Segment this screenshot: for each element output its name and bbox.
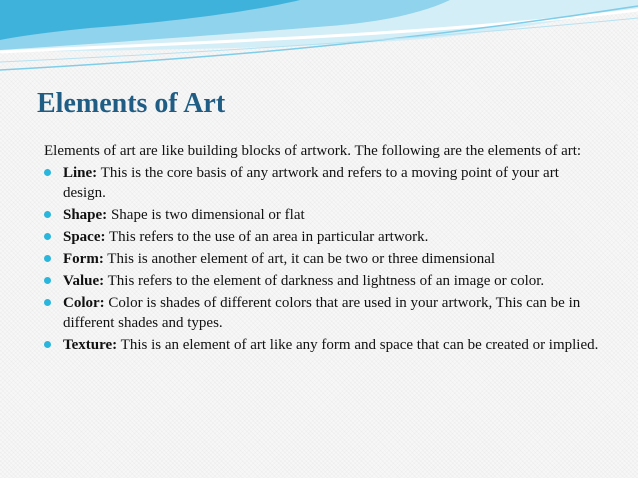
term-label: Form: bbox=[63, 251, 104, 267]
intro-paragraph: Elements of art are like building blocks of artwork. The following are the elements of art: bbox=[44, 143, 582, 159]
term-description: This refers to the element of darkness and lightness of an image or color. bbox=[107, 273, 545, 289]
list-item-space bbox=[44, 227, 604, 247]
header-wave-decoration bbox=[0, 0, 638, 80]
bullet-icon bbox=[44, 211, 51, 218]
bullet-icon bbox=[44, 277, 51, 284]
list-item-line bbox=[44, 163, 604, 203]
list-item-color bbox=[44, 293, 604, 333]
slide-body bbox=[44, 141, 604, 357]
bullet-icon bbox=[44, 233, 51, 240]
bullet-icon bbox=[44, 169, 51, 176]
term-label: Shape: bbox=[63, 207, 108, 223]
list-item-texture bbox=[44, 335, 604, 355]
term-description: This is an element of art like any form and space that can be created or implied. bbox=[120, 337, 599, 353]
term-description: This refers to the use of an area in particular artwork. bbox=[108, 229, 429, 245]
term-description: Color is shades of different colors that are used in your artwork, This can be in different shades and types. bbox=[63, 295, 581, 331]
term-label: Space: bbox=[63, 229, 106, 245]
term-label: Texture: bbox=[63, 337, 118, 353]
list-item-form bbox=[44, 249, 604, 269]
slide-title: Elements of Art bbox=[37, 88, 226, 119]
list-item-value bbox=[44, 271, 604, 291]
term-label: Value: bbox=[63, 273, 105, 289]
term-description: This is another element of art, it can be two or three dimensional bbox=[107, 251, 496, 267]
bullet-icon bbox=[44, 299, 51, 306]
list-item-shape bbox=[44, 205, 604, 225]
term-description: This is the core basis of any artwork and refers to a moving point of your art design. bbox=[63, 165, 559, 201]
elements-list bbox=[44, 163, 604, 355]
term-description: Shape is two dimensional or flat bbox=[110, 207, 305, 223]
term-label: Line: bbox=[63, 165, 98, 181]
term-label: Color: bbox=[63, 295, 105, 311]
bullet-icon bbox=[44, 255, 51, 262]
bullet-icon bbox=[44, 341, 51, 348]
